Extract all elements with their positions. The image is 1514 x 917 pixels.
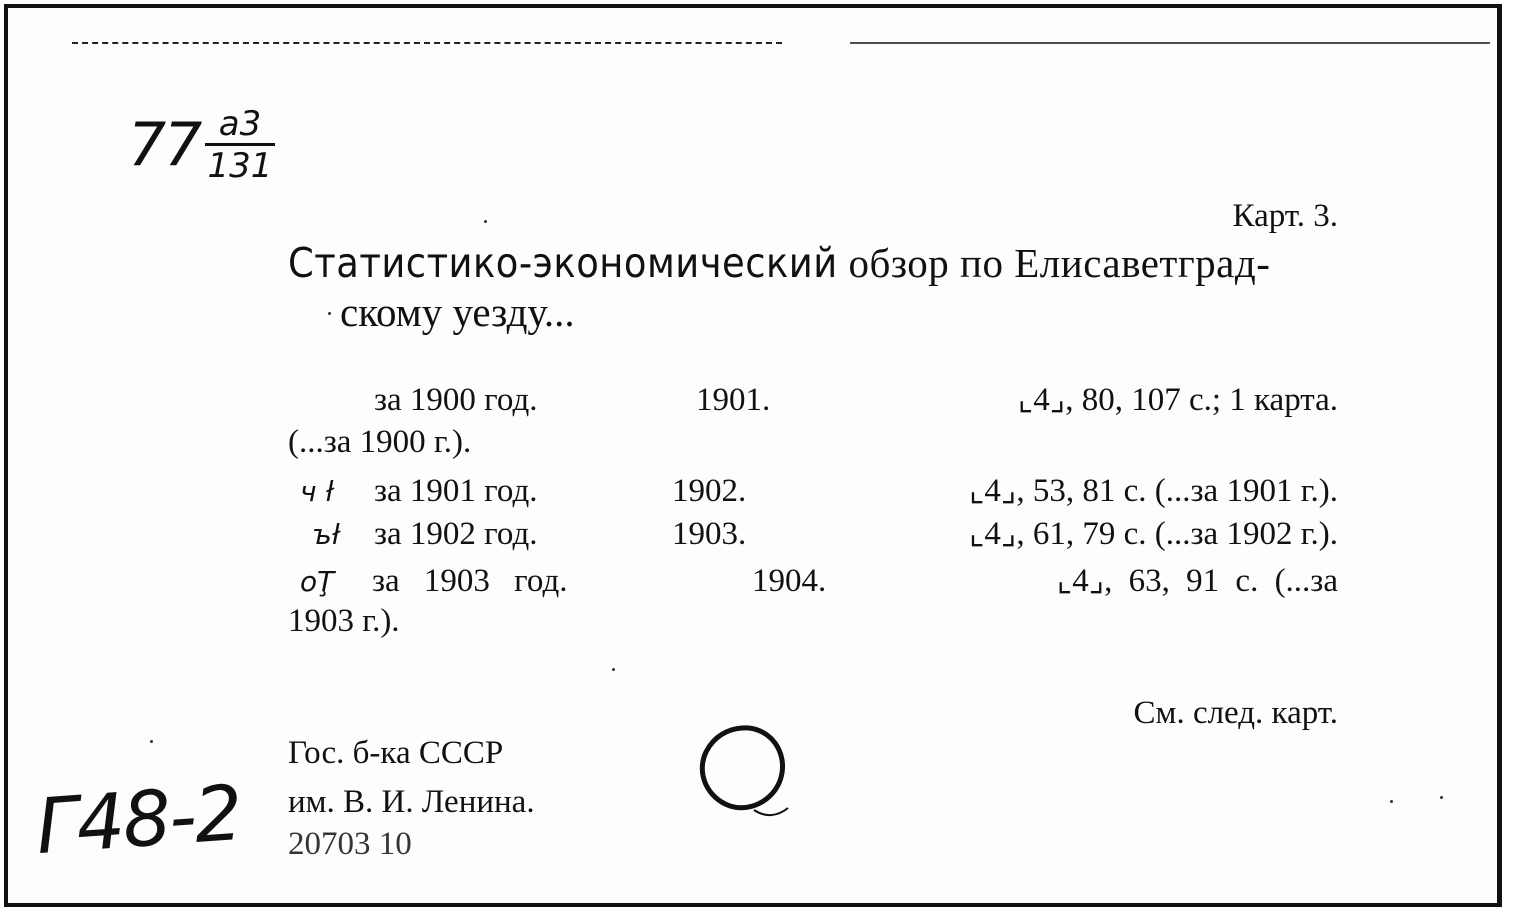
entry-4-year: за 1903 год.: [372, 563, 568, 599]
top-rule: [850, 42, 1490, 44]
speck: [484, 220, 487, 223]
title-line-1: [288, 239, 1271, 287]
entry-1-published: 1901.: [696, 382, 771, 418]
library-stamp-ring: [692, 718, 792, 818]
speck: [328, 312, 331, 315]
shelfmark-main: 77: [128, 110, 201, 180]
entry-1-continuation: (...за 1900 г.).: [288, 424, 472, 460]
speck: [612, 668, 615, 671]
inventory-handwritten-number: Г48-2: [33, 767, 244, 872]
speck: [150, 740, 153, 743]
entry-3-published: 1903.: [672, 516, 747, 552]
entry-1-year: за 1900 год.: [374, 382, 538, 418]
entry-2-year: за 1901 год.: [374, 473, 538, 509]
shelfmark-numerator: a3: [205, 105, 275, 146]
top-rule-dashed: [72, 42, 782, 44]
see-next-card: См. след. карт.: [1133, 695, 1338, 731]
entry-2-pages: ⌞4⌟, 53, 81 с. (...за 1901 г.).: [968, 473, 1338, 509]
entry-2-handwritten-mark: ч ł: [300, 475, 334, 508]
library-line-3: [288, 828, 412, 842]
entry-3-year: за 1902 год.: [374, 516, 538, 552]
entry-1-pages: ⌞4⌟, 80, 107 с.; 1 карта.: [1017, 382, 1338, 418]
entry-4-continuation: 1903 г.).: [288, 603, 400, 639]
entry-4-pages: ⌞4⌟, 63, 91 с. (...за: [1056, 563, 1338, 599]
entry-4-handwritten-mark: օŢ: [300, 565, 335, 598]
library-line-1: Гос. б-ка СССР: [288, 735, 504, 771]
speck: [1390, 800, 1393, 803]
entry-3-handwritten-mark: ъł: [312, 518, 340, 551]
entry-2-published: 1902.: [672, 473, 747, 509]
entry-4-published: 1904.: [752, 563, 827, 599]
entry-3-pages: ⌞4⌟, 61, 79 с. (...за 1902 г.).: [968, 516, 1338, 552]
card-number: Карт. 3.: [1232, 198, 1338, 234]
shelfmark-fraction: [205, 105, 275, 186]
shelfmark-denominator: 131: [207, 146, 273, 186]
speck: [1440, 796, 1443, 799]
title-line-1-b: обзор по Елисаветград-: [848, 240, 1271, 286]
title-line-1-a: Статистико-экономический: [288, 239, 838, 287]
title-line-2: скому уезду...: [340, 289, 575, 335]
library-line-2: им. В. И. Ленина.: [288, 784, 535, 820]
